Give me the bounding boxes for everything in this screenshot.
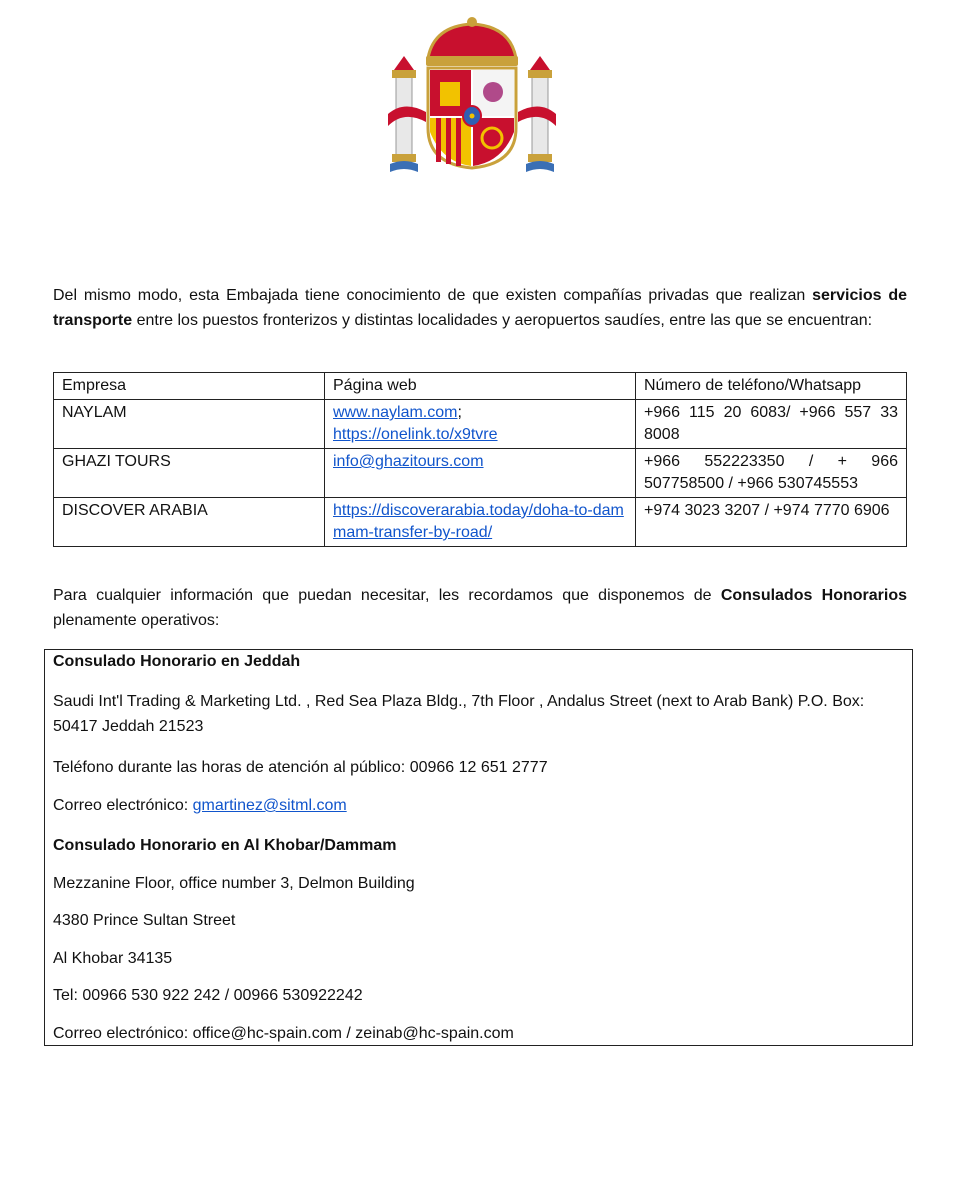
website-separator: ; [457,404,462,421]
khobar-address-line2: 4380 Prince Sultan Street [53,912,236,929]
khobar-address-line3: Al Khobar 34135 [53,950,173,967]
website-link[interactable]: www.naylam.com [333,404,458,421]
website-link[interactable]: https://discoverarabia.today/doha-to-dammam-transfer-by-road/ [333,502,624,541]
company-phone: +974 3023 3207 / +974 7770 6906 [636,498,907,547]
company-name: DISCOVER ARABIA [54,498,325,547]
company-website [325,449,636,498]
table-header-row [54,373,907,400]
consulates-text-end: plenamente operativos: [53,612,220,629]
jeddah-consulate-title: Consulado Honorario en Jeddah [53,653,301,670]
intro-text-bold: servicios de transporte [53,287,908,329]
jeddah-email-label: Correo electrónico: [53,797,193,814]
jeddah-email-link[interactable]: gmartinez@sitml.com [192,797,347,814]
company-phone: +966 115 20 6083/ +966 557 33 8008 [636,400,907,449]
khobar-consulate-title: Consulado Honorario en Al Khobar/Dammam [53,837,397,854]
company-name: GHAZI TOURS [54,449,325,498]
table-row [54,498,907,547]
royal-crown [426,17,518,66]
table-row [54,400,907,449]
intro-text-end: entre los puestos fronterizos y distintas localidades y aeropuertos saudíes, entre las que se encuentran: [132,312,873,329]
spain-coat-of-arms-emblem [386,16,558,176]
header-company: Empresa [54,373,325,400]
company-name: NAYLAM [54,400,325,449]
company-phone: +966 552223350 / + 966 507758500 / +966 530745553 [636,449,907,498]
khobar-phone: Tel: 00966 530 922 242 / 00966 530922242 [53,987,363,1004]
khobar-email: Correo electrónico: office@hc-spain.com / zeinab@hc-spain.com [53,1025,514,1042]
transport-intro-paragraph [53,283,907,333]
consulates-text-bold: Consulados Honorarios [720,587,908,604]
consulates-info-box [44,649,913,1046]
table-row [54,449,907,498]
shield [428,68,516,168]
header-phone: Número de teléfono/Whatsapp [636,373,907,400]
company-website [325,498,636,547]
consulates-text-start: Para cualquier información que puedan necesitar, les recordamos que disponemos de [53,587,721,604]
jeddah-phone: Teléfono durante las horas de atención al público: 00966 12 651 2777 [53,759,548,776]
email-link[interactable]: info@ghazitours.com [333,453,484,470]
consulates-intro-paragraph [53,583,907,633]
jeddah-email-line [53,797,347,815]
website-link[interactable]: https://onelink.to/x9tvre [333,426,498,443]
header-website: Página web [325,373,636,400]
jeddah-address: Saudi Int'l Trading & Marketing Ltd. , Red Sea Plaza Bldg., 7th Floor , Andalus Street (next to Arab Bank) P.O. Box: 50417 Jeddah 21523 [53,693,865,735]
intro-text-start: Del mismo modo, esta Embajada tiene conocimiento de que existen compañías privadas que realizan [53,287,813,304]
company-website [325,400,636,449]
transport-companies-table [53,372,907,547]
khobar-address-line1: Mezzanine Floor, office number 3, Delmon Building [53,875,415,892]
